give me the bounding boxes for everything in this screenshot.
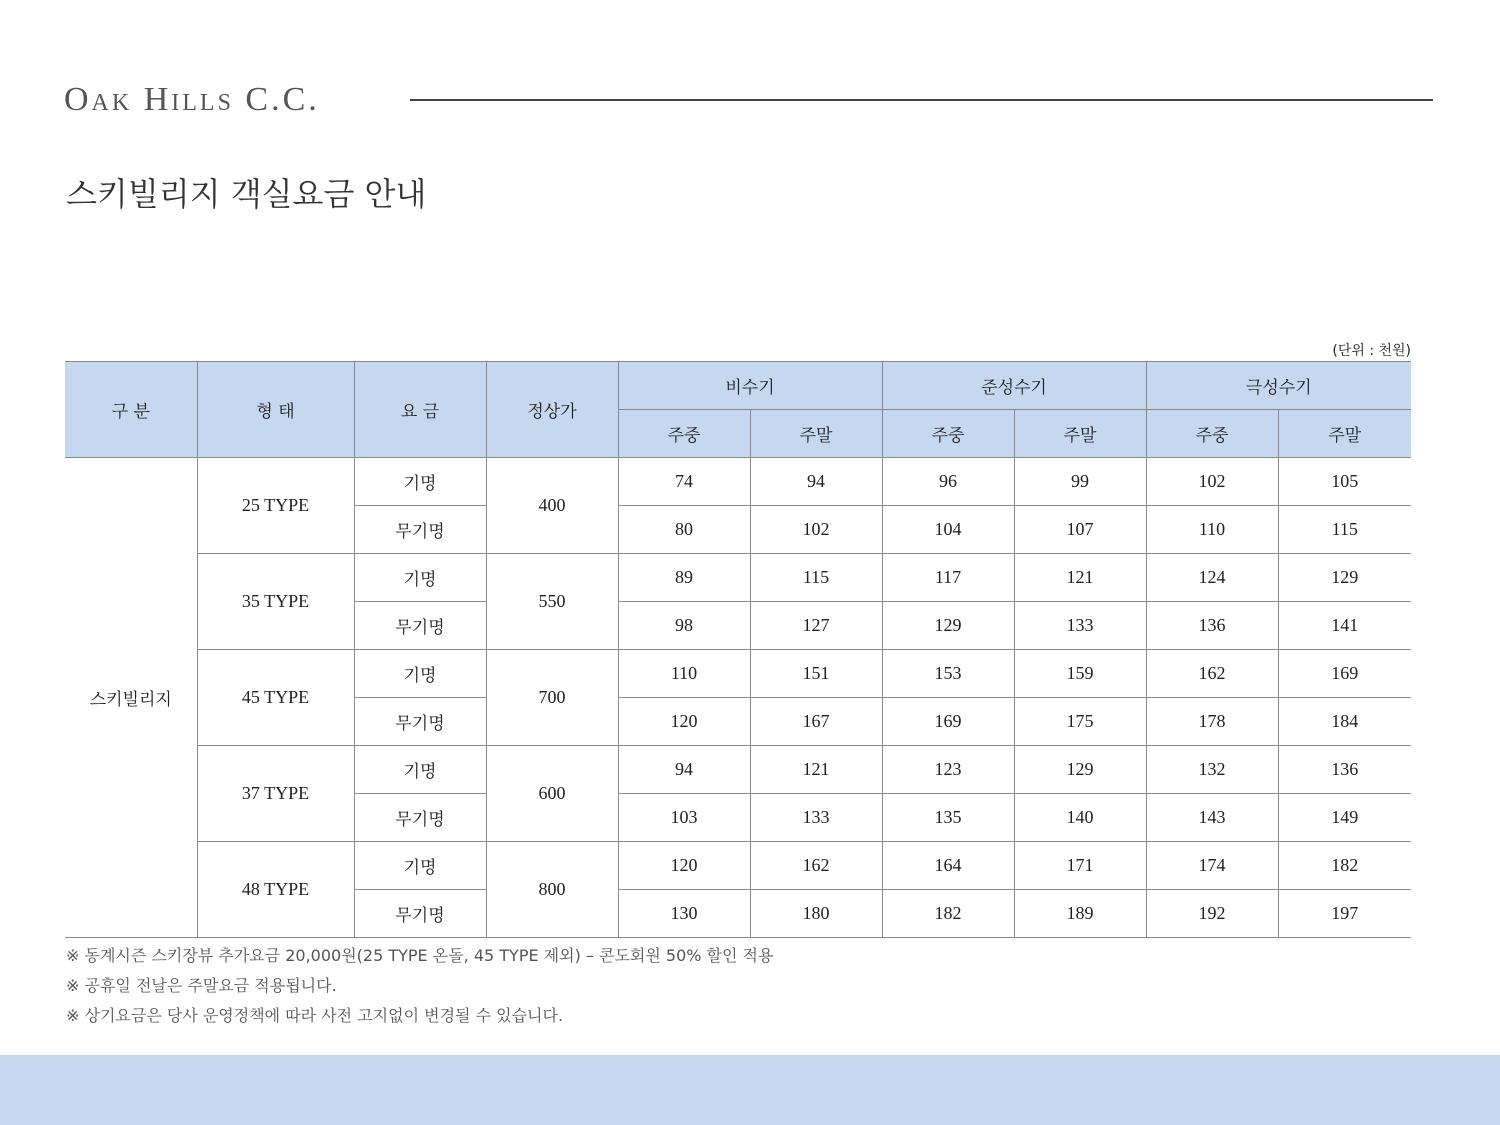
value-cell: 182 xyxy=(1278,842,1411,890)
value-cell: 136 xyxy=(1146,602,1278,650)
value-cell: 94 xyxy=(750,458,882,506)
note-line: ※ 공휴일 전날은 주말요금 적용됩니다. xyxy=(66,976,337,995)
value-cell: 159 xyxy=(1014,650,1146,698)
value-cell: 96 xyxy=(882,458,1014,506)
rate-cell: 기명 xyxy=(354,650,486,698)
type-cell: 25 TYPE xyxy=(197,458,354,554)
value-cell: 89 xyxy=(618,554,750,602)
header-season-peak: 극성수기 xyxy=(1146,362,1411,410)
value-cell: 120 xyxy=(618,698,750,746)
value-cell: 136 xyxy=(1278,746,1411,794)
value-cell: 115 xyxy=(750,554,882,602)
regular-price-cell: 550 xyxy=(486,554,618,650)
value-cell: 123 xyxy=(882,746,1014,794)
value-cell: 121 xyxy=(1014,554,1146,602)
header-weekday: 주중 xyxy=(1146,410,1278,458)
value-cell: 129 xyxy=(882,602,1014,650)
category-cell: 스키빌리지 xyxy=(65,458,197,938)
header-weekday: 주중 xyxy=(618,410,750,458)
value-cell: 105 xyxy=(1278,458,1411,506)
header-divider xyxy=(410,99,1433,101)
value-cell: 80 xyxy=(618,506,750,554)
value-cell: 133 xyxy=(750,794,882,842)
value-cell: 121 xyxy=(750,746,882,794)
rate-cell: 기명 xyxy=(354,458,486,506)
value-cell: 132 xyxy=(1146,746,1278,794)
header-category: 구 분 xyxy=(65,362,197,458)
table-row xyxy=(65,746,1411,794)
value-cell: 149 xyxy=(1278,794,1411,842)
rate-cell: 기명 xyxy=(354,842,486,890)
header-weekday: 주중 xyxy=(882,410,1014,458)
type-cell: 48 TYPE xyxy=(197,842,354,938)
value-cell: 103 xyxy=(618,794,750,842)
header-type: 형 태 xyxy=(197,362,354,458)
value-cell: 171 xyxy=(1014,842,1146,890)
rate-cell: 무기명 xyxy=(354,794,486,842)
value-cell: 99 xyxy=(1014,458,1146,506)
rate-cell: 기명 xyxy=(354,554,486,602)
value-cell: 74 xyxy=(618,458,750,506)
table-row xyxy=(65,458,1411,506)
value-cell: 175 xyxy=(1014,698,1146,746)
value-cell: 115 xyxy=(1278,506,1411,554)
page-title: 스키빌리지 객실요금 안내 xyxy=(66,175,427,213)
value-cell: 174 xyxy=(1146,842,1278,890)
header-weekend: 주말 xyxy=(1278,410,1411,458)
value-cell: 104 xyxy=(882,506,1014,554)
header-season-off: 비수기 xyxy=(618,362,882,410)
value-cell: 129 xyxy=(1014,746,1146,794)
value-cell: 192 xyxy=(1146,890,1278,938)
header-weekend: 주말 xyxy=(750,410,882,458)
value-cell: 107 xyxy=(1014,506,1146,554)
notes xyxy=(66,941,773,1031)
table-row xyxy=(65,842,1411,890)
rate-cell: 무기명 xyxy=(354,602,486,650)
value-cell: 102 xyxy=(750,506,882,554)
value-cell: 133 xyxy=(1014,602,1146,650)
type-cell: 37 TYPE xyxy=(197,746,354,842)
regular-price-cell: 400 xyxy=(486,458,618,554)
note-line: ※ 상기요금은 당사 운영정책에 따라 사전 고지없이 변경될 수 있습니다. xyxy=(66,1006,564,1025)
value-cell: 162 xyxy=(750,842,882,890)
value-cell: 169 xyxy=(882,698,1014,746)
value-cell: 110 xyxy=(1146,506,1278,554)
table-row xyxy=(65,554,1411,602)
value-cell: 141 xyxy=(1278,602,1411,650)
value-cell: 180 xyxy=(750,890,882,938)
header-regular-price: 정상가 xyxy=(486,362,618,458)
value-cell: 135 xyxy=(882,794,1014,842)
brand-logo: Oak Hills C.C. xyxy=(64,81,320,118)
value-cell: 140 xyxy=(1014,794,1146,842)
footer-band xyxy=(0,1055,1500,1125)
value-cell: 94 xyxy=(618,746,750,794)
value-cell: 162 xyxy=(1146,650,1278,698)
room-rate-table xyxy=(65,361,1411,938)
value-cell: 178 xyxy=(1146,698,1278,746)
value-cell: 182 xyxy=(882,890,1014,938)
value-cell: 110 xyxy=(618,650,750,698)
value-cell: 143 xyxy=(1146,794,1278,842)
value-cell: 120 xyxy=(618,842,750,890)
header-season-mid: 준성수기 xyxy=(882,362,1146,410)
note-line: ※ 동계시즌 스키장뷰 추가요금 20,000원(25 TYPE 온돌, 45 TYPE 제외) – 콘도회원 50% 할인 적용 xyxy=(66,946,774,965)
rate-cell: 무기명 xyxy=(354,890,486,938)
rate-cell: 무기명 xyxy=(354,698,486,746)
value-cell: 117 xyxy=(882,554,1014,602)
value-cell: 129 xyxy=(1278,554,1411,602)
regular-price-cell: 600 xyxy=(486,746,618,842)
value-cell: 153 xyxy=(882,650,1014,698)
value-cell: 189 xyxy=(1014,890,1146,938)
unit-note: (단위 : 천원) xyxy=(1332,343,1411,359)
type-cell: 35 TYPE xyxy=(197,554,354,650)
value-cell: 167 xyxy=(750,698,882,746)
value-cell: 169 xyxy=(1278,650,1411,698)
value-cell: 124 xyxy=(1146,554,1278,602)
value-cell: 98 xyxy=(618,602,750,650)
value-cell: 130 xyxy=(618,890,750,938)
header-row-seasons xyxy=(65,362,1411,410)
regular-price-cell: 700 xyxy=(486,650,618,746)
value-cell: 184 xyxy=(1278,698,1411,746)
value-cell: 102 xyxy=(1146,458,1278,506)
header-weekend: 주말 xyxy=(1014,410,1146,458)
rate-cell: 기명 xyxy=(354,746,486,794)
value-cell: 127 xyxy=(750,602,882,650)
type-cell: 45 TYPE xyxy=(197,650,354,746)
table-row xyxy=(65,650,1411,698)
value-cell: 164 xyxy=(882,842,1014,890)
rate-cell: 무기명 xyxy=(354,506,486,554)
value-cell: 151 xyxy=(750,650,882,698)
regular-price-cell: 800 xyxy=(486,842,618,938)
value-cell: 197 xyxy=(1278,890,1411,938)
header-rate: 요 금 xyxy=(354,362,486,458)
